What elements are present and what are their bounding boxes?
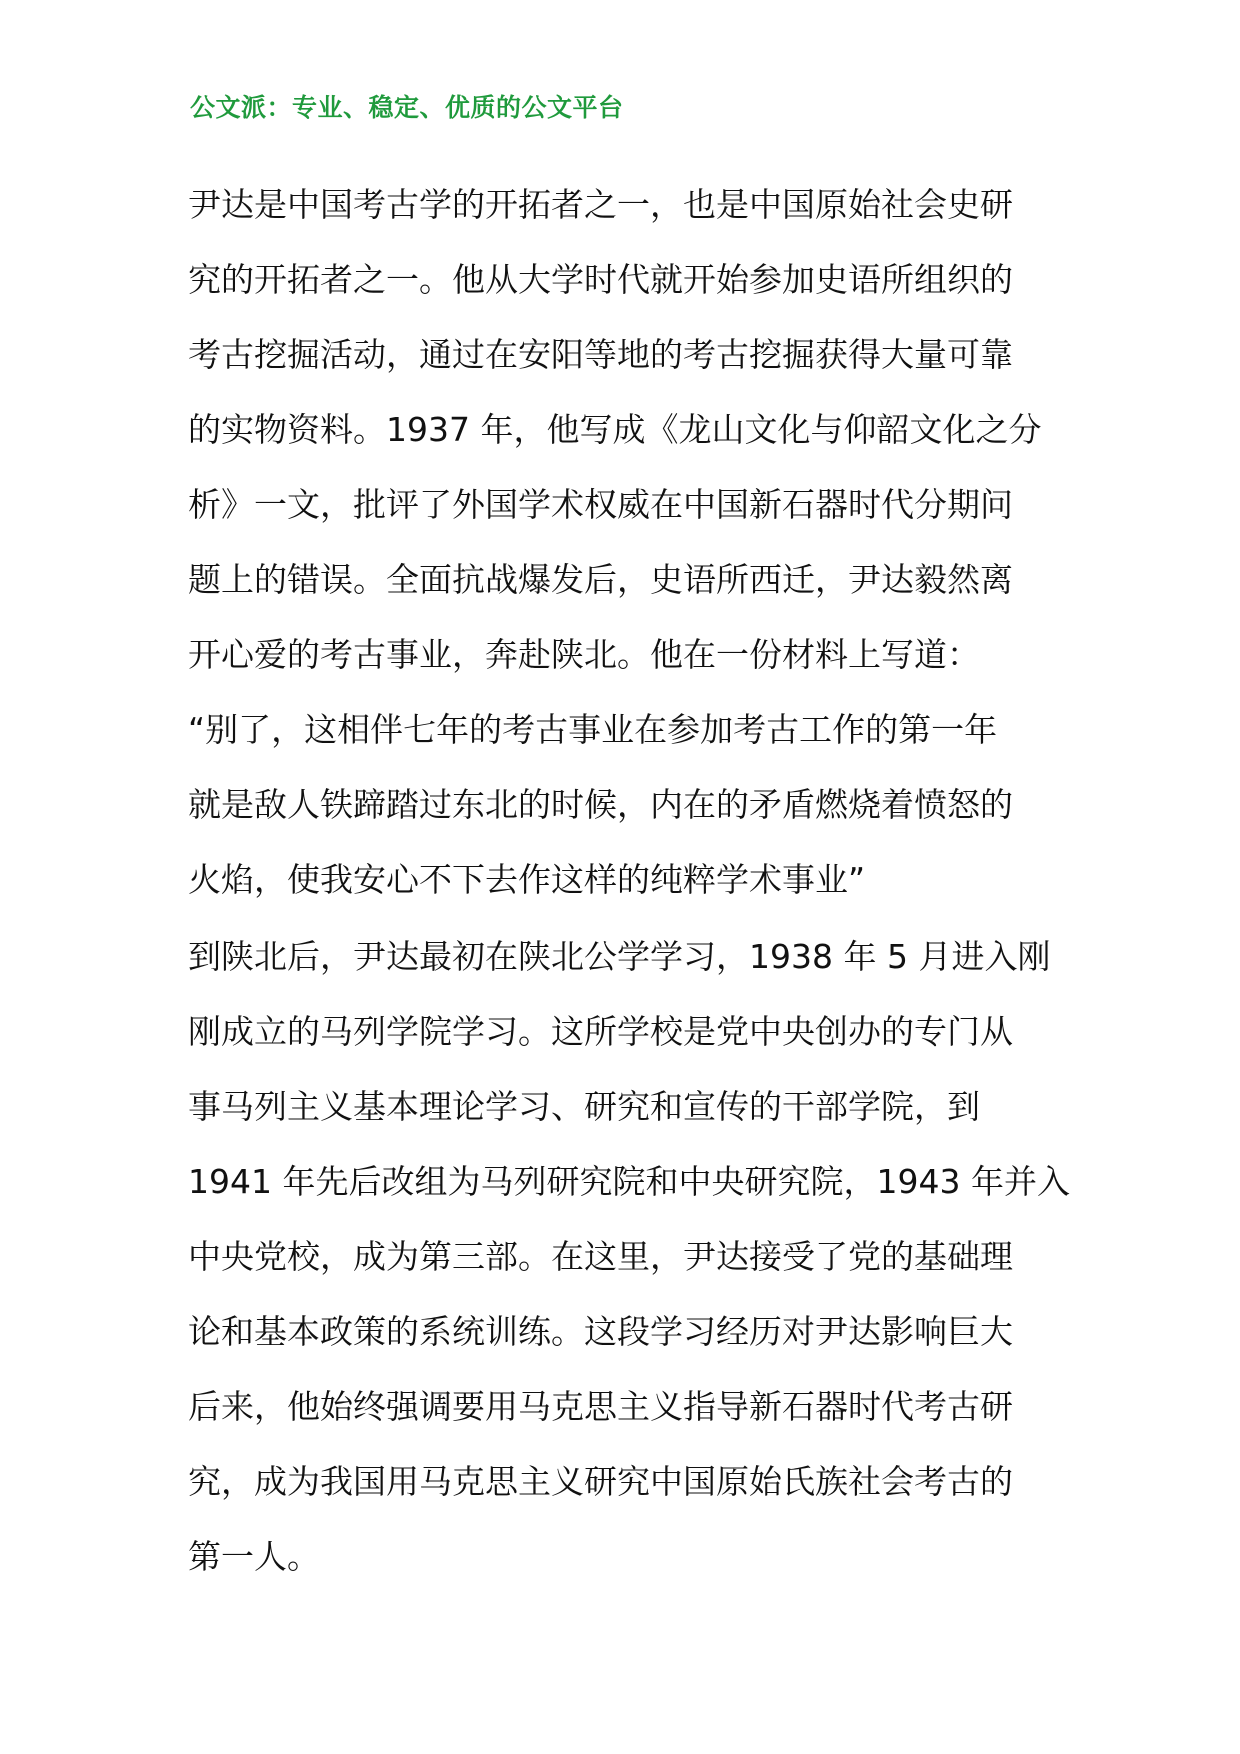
header-title: 公文派：专业、稳定、优质的公文平台 (190, 93, 624, 122)
paragraph-line: 1941 年先后改组为马列研究院和中央研究院，1943 年并入 (188, 1162, 1070, 1201)
paragraph-line: 就是敌人铁蹄踏过东北的时候，内在的矛盾燃烧着愤怒的 (188, 785, 1013, 824)
paragraph-1 (188, 167, 1058, 917)
paragraph-line: 题上的错误。全面抗战爆发后，史语所西迁，尹达毅然离 (188, 560, 1013, 599)
paragraph-line: 析》一文，批评了外国学术权威在中国新石器时代分期问 (188, 485, 1013, 524)
paragraph-line: 第一人。 (188, 1537, 320, 1576)
paragraph-line: 的实物资料。1937 年，他写成《龙山文化与仰韶文化之分 (188, 410, 1042, 449)
paragraph-line: 到陕北后，尹达最初在陕北公学学习，1938 年 5 月进入刚 (188, 937, 1051, 976)
paragraph-line: 究的开拓者之一。他从大学时代就开始参加史语所组织的 (188, 260, 1013, 299)
paragraph-line: 论和基本政策的系统训练。这段学习经历对尹达影响巨大 (188, 1312, 1013, 1351)
paragraph-line: 开心爱的考古事业，奔赴陕北。他在一份材料上写道： (188, 635, 980, 674)
paragraph-2 (188, 919, 1070, 1594)
paragraph-line: 究，成为我国用马克思主义研究中国原始氏族社会考古的 (188, 1462, 1013, 1501)
paragraph-line: 事马列主义基本理论学习、研究和宣传的干部学院，到 (188, 1087, 980, 1126)
paragraph-line: “别了，这相伴七年的考古事业在参加考古工作的第一年 (188, 710, 998, 749)
paragraph-line: 火焰，使我安心不下去作这样的纯粹学术事业” (188, 860, 866, 899)
paragraph-line: 考古挖掘活动，通过在安阳等地的考古挖掘获得大量可靠 (188, 335, 1013, 374)
paragraph-line: 尹达是中国考古学的开拓者之一，也是中国原始社会史研 (188, 185, 1013, 224)
paragraph-line: 后来，他始终强调要用马克思主义指导新石器时代考古研 (188, 1387, 1013, 1426)
paragraph-line: 刚成立的马列学院学习。这所学校是党中央创办的专门从 (188, 1012, 1013, 1051)
paragraph-line: 中央党校，成为第三部。在这里，尹达接受了党的基础理 (188, 1237, 1013, 1276)
